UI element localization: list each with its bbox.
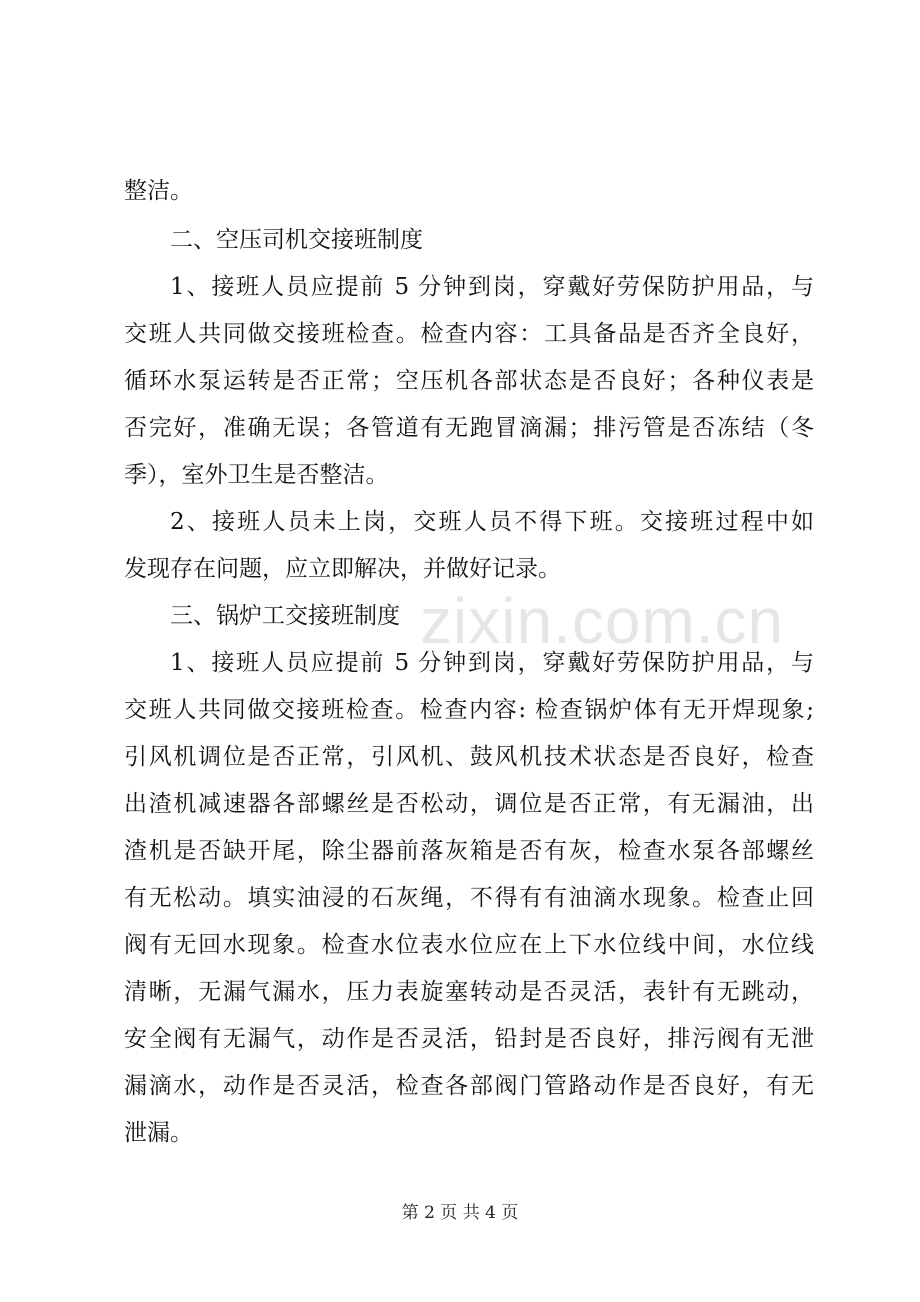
text-line: 交班人共同做交接班检查。检查内容：工具备品是否齐全良好，: [124, 321, 814, 347]
text-line: 1、接班人员应提前 5 分钟到岗，穿戴好劳保防护用品，与: [170, 274, 814, 300]
text-line: 渣机是否缺开尾，除尘器前落灰箱是否有灰，检查水泵各部螺丝: [124, 838, 814, 864]
text-line: 引风机调位是否正常，引风机、鼓风机技术状态是否良好，检查: [124, 744, 814, 770]
text-line: 整洁。: [124, 178, 193, 204]
text-line: 1、接班人员应提前 5 分钟到岗，穿戴好劳保防护用品，与: [170, 650, 814, 676]
text-line: 清晰，无漏气漏水，压力表旋塞转动是否灵活，表针有无跳动，: [124, 979, 814, 1005]
text-line: 泄漏。: [124, 1120, 193, 1146]
text-line: 交班人共同做交接班检查。检查内容: 检查锅炉体有无开焊现象;: [124, 697, 814, 723]
watermark: zixin.com.cn: [420, 585, 785, 657]
text-line: 阀有无回水现象。检查水位表水位应在上下水位线中间，水位线: [124, 932, 814, 958]
text-line: 循环水泵运转是否正常；空压机各部状态是否良好；各种仪表是: [124, 368, 814, 394]
text-line: 出渣机减速器各部螺丝是否松动，调位是否正常，有无漏油，出: [124, 791, 814, 817]
text-line: 2、接班人员未上岗，交班人员不得下班。交接班过程中如: [170, 509, 814, 535]
section-heading: 三、锅炉工交接班制度: [170, 603, 400, 629]
page-footer: 第 2 页 共 4 页: [401, 1203, 519, 1223]
section-heading: 二、空压司机交接班制度: [170, 227, 423, 253]
text-line: 季），室外卫生是否整洁。: [124, 462, 389, 488]
text-line: 有无松动。填实油浸的石灰绳，不得有有油滴水现象。检查止回: [124, 885, 814, 911]
text-line: 发现存在问题，应立即解决，并做好记录。: [124, 556, 561, 582]
text-line: 安全阀有无漏气，动作是否灵活，铅封是否良好，排污阀有无泄: [124, 1026, 814, 1052]
text-line: 漏滴水，动作是否灵活，检查各部阀门管路动作是否良好，有无: [124, 1073, 814, 1099]
text-line: 否完好，准确无误；各管道有无跑冒滴漏；排污管是否冻结（冬: [124, 415, 814, 441]
